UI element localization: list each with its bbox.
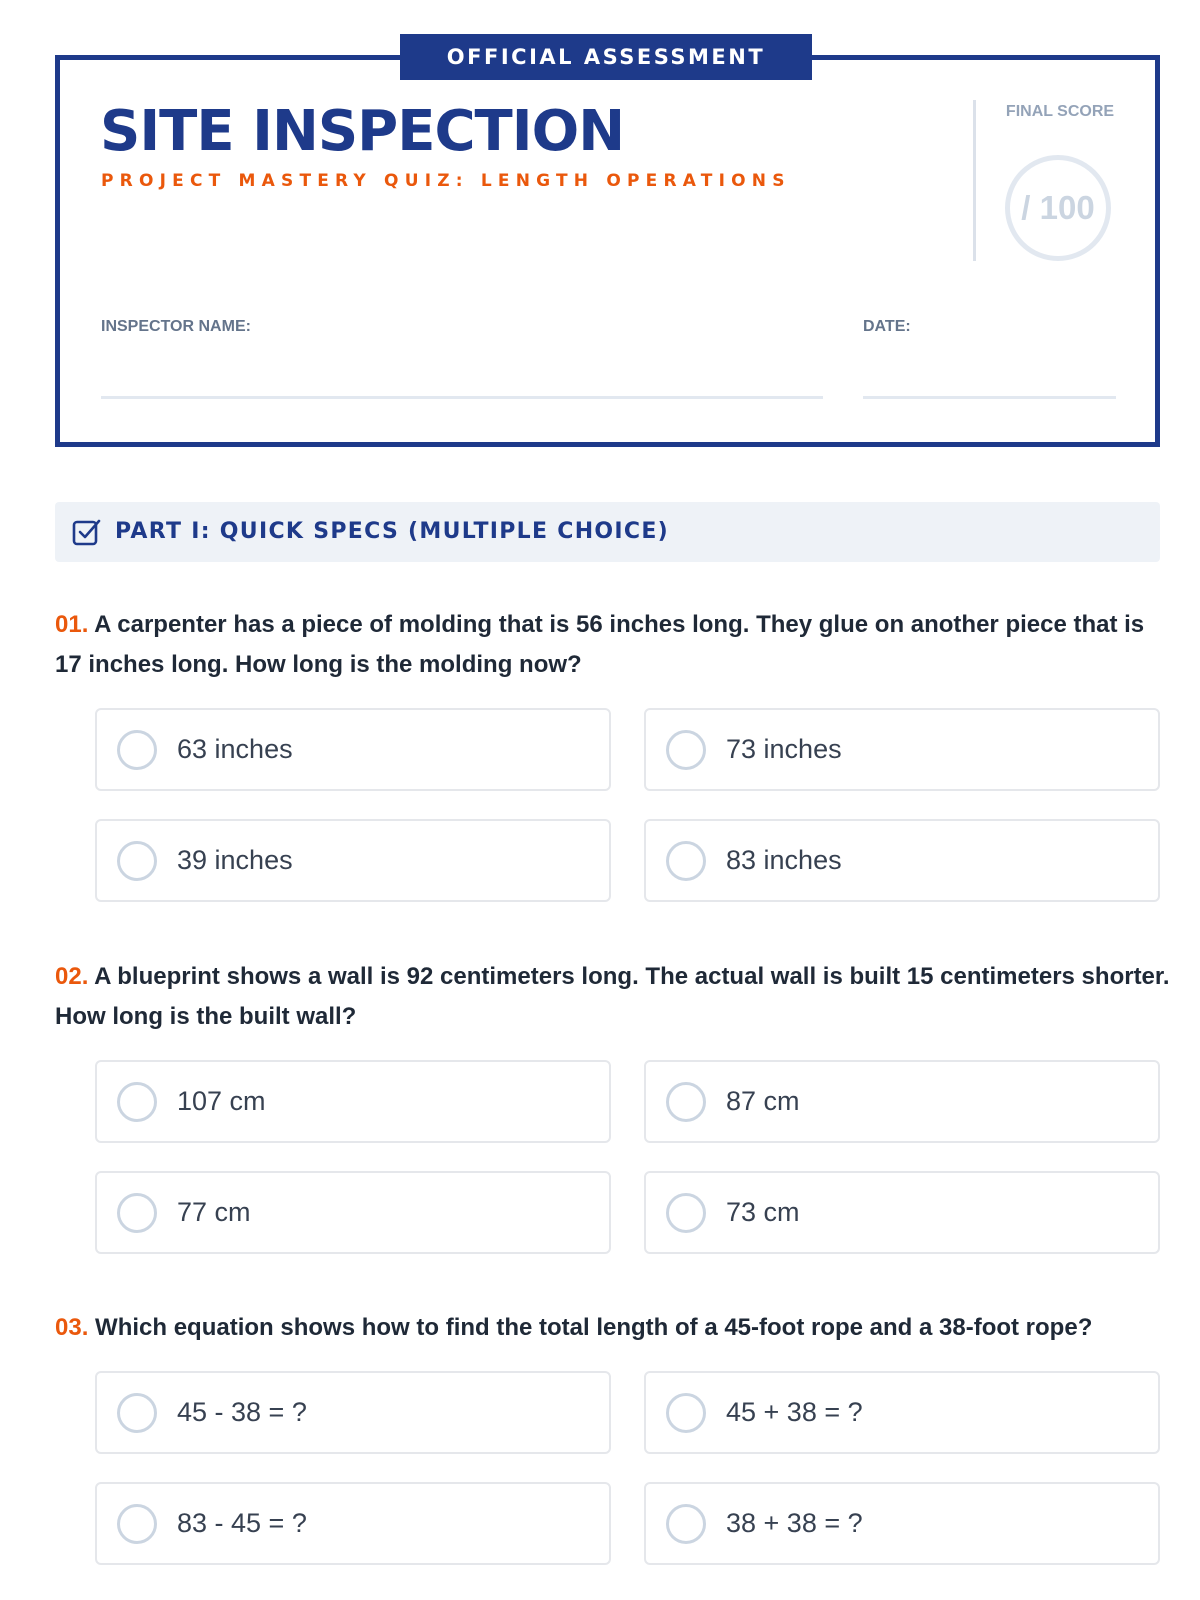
final-score-circle: / 100: [1005, 155, 1111, 261]
inspector-name-label: INSPECTOR NAME:: [101, 318, 251, 335]
radio-icon[interactable]: [117, 1504, 157, 1544]
option-label: 38 + 38 = ?: [726, 1508, 863, 1538]
question-number: 02.: [55, 963, 89, 990]
option-label: 45 - 38 = ?: [177, 1397, 307, 1427]
option-label: 45 + 38 = ?: [726, 1397, 863, 1427]
question-2: [55, 957, 1175, 1037]
radio-icon[interactable]: [117, 1193, 157, 1233]
question-text: Which equation shows how to find the total length of a 45-foot rope and a 38-foot rope?: [95, 1314, 1093, 1341]
q2-option-a[interactable]: [95, 1060, 611, 1143]
question-number: 01.: [55, 611, 89, 638]
date-label: DATE:: [863, 318, 911, 335]
question-text: A blueprint shows a wall is 92 centimeters long. The actual wall is built 15 centimeters shorter. How long is the built wall?: [55, 963, 1170, 1030]
official-assessment-badge: OFFICIAL ASSESSMENT: [400, 34, 812, 80]
q1-option-d[interactable]: [644, 819, 1160, 902]
q1-option-c[interactable]: [95, 819, 611, 902]
option-label: 107 cm: [177, 1086, 266, 1116]
q3-option-d[interactable]: [644, 1482, 1160, 1565]
q2-option-d[interactable]: [644, 1171, 1160, 1254]
radio-icon[interactable]: [666, 841, 706, 881]
q1-option-a[interactable]: [95, 708, 611, 791]
radio-icon[interactable]: [666, 1393, 706, 1433]
question-3: [55, 1308, 1175, 1348]
option-label: 39 inches: [177, 845, 293, 875]
option-label: 83 - 45 = ?: [177, 1508, 307, 1538]
option-label: 63 inches: [177, 734, 293, 764]
option-label: 73 inches: [726, 734, 842, 764]
radio-icon[interactable]: [666, 1504, 706, 1544]
q1-option-b[interactable]: [644, 708, 1160, 791]
date-field[interactable]: [863, 396, 1116, 399]
final-score-label: FINAL SCORE: [1005, 103, 1115, 120]
radio-icon[interactable]: [117, 1082, 157, 1122]
option-label: 87 cm: [726, 1086, 800, 1116]
radio-icon[interactable]: [666, 1193, 706, 1233]
question-1: [55, 605, 1175, 685]
q2-option-c[interactable]: [95, 1171, 611, 1254]
radio-icon[interactable]: [117, 730, 157, 770]
score-divider: [973, 100, 976, 261]
radio-icon[interactable]: [666, 1082, 706, 1122]
checkbox-icon: [70, 516, 102, 548]
radio-icon[interactable]: [117, 1393, 157, 1433]
question-text: A carpenter has a piece of molding that is 56 inches long. They glue on another piece that is 17 inches long. How long is the molding now?: [55, 611, 1145, 678]
section-title: PART I: QUICK SPECS (MULTIPLE CHOICE): [115, 519, 670, 544]
section-header: [55, 502, 1160, 562]
question-number: 03.: [55, 1314, 89, 1341]
q3-option-c[interactable]: [95, 1482, 611, 1565]
q2-option-b[interactable]: [644, 1060, 1160, 1143]
inspector-name-field[interactable]: [101, 396, 823, 399]
radio-icon[interactable]: [666, 730, 706, 770]
option-label: 73 cm: [726, 1197, 800, 1227]
option-label: 77 cm: [177, 1197, 251, 1227]
page-title: SITE INSPECTION: [100, 99, 625, 164]
option-label: 83 inches: [726, 845, 842, 875]
q3-option-a[interactable]: [95, 1371, 611, 1454]
radio-icon[interactable]: [117, 841, 157, 881]
q3-option-b[interactable]: [644, 1371, 1160, 1454]
page-subtitle: PROJECT MASTERY QUIZ: LENGTH OPERATIONS: [101, 171, 791, 191]
